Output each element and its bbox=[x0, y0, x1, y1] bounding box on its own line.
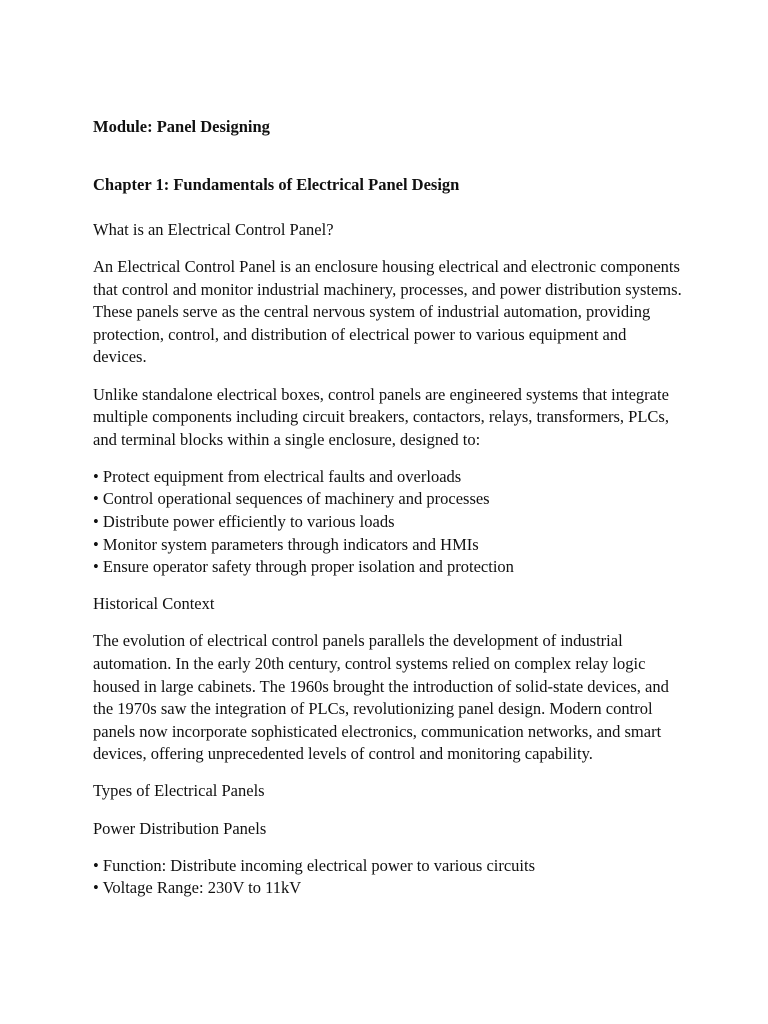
section-heading-types: Types of Electrical Panels bbox=[93, 781, 265, 801]
list-item: • Distribute power efficiently to various loads bbox=[93, 512, 395, 532]
section-heading-power-distribution: Power Distribution Panels bbox=[93, 818, 267, 838]
paragraph-definition: An Electrical Control Panel is an enclosure housing electrical and electronic components that control and monitor industrial machinery, processes, and power distribution systems. These panels serve as the central nervous system of industrial automation, providing protection, control, and distribution of electrical power to various equipment and devices. bbox=[93, 257, 682, 367]
list-item: • Protect equipment from electrical faults and overloads bbox=[93, 466, 462, 486]
bullet-list-power-distribution bbox=[93, 855, 683, 900]
bullet-list-purposes bbox=[93, 466, 683, 579]
section-heading-what-is-panel: What is an Electrical Control Panel? bbox=[93, 220, 334, 239]
chapter-title: Chapter 1: Fundamentals of Electrical Panel Design bbox=[93, 175, 460, 194]
paragraph-history: The evolution of electrical control panels parallels the development of industrial automation. In the early 20th century, control systems relied on complex relay logic housed in large cabinets. The 1960s brought the introduction of solid-state devices, and the 1970s saw the integration of PLCs, revolutionizing panel design. Modern control panels now incorporate sophisticated electronics, communication networks, and smart devices, offering unprecedented levels of control and monitoring capability. bbox=[93, 631, 669, 764]
list-item: • Function: Distribute incoming electrical power to various circuits bbox=[93, 855, 536, 875]
chapter-body bbox=[93, 219, 683, 914]
module-title: Module: Panel Designing bbox=[93, 117, 270, 136]
list-item: • Ensure operator safety through proper isolation and protection bbox=[93, 557, 514, 577]
section-heading-historical-context: Historical Context bbox=[93, 594, 215, 614]
list-item: • Monitor system parameters through indicators and HMIs bbox=[93, 534, 479, 554]
paragraph-engineered-systems: Unlike standalone electrical boxes, control panels are engineered systems that integrate multiple components including circuit breakers, contactors, relays, transformers, PLCs, and terminal blocks within a single enclosure, designed to: bbox=[93, 384, 669, 449]
list-item: • Voltage Range: 230V to 11kV bbox=[93, 878, 302, 898]
list-item: • Control operational sequences of machinery and processes bbox=[93, 489, 490, 509]
